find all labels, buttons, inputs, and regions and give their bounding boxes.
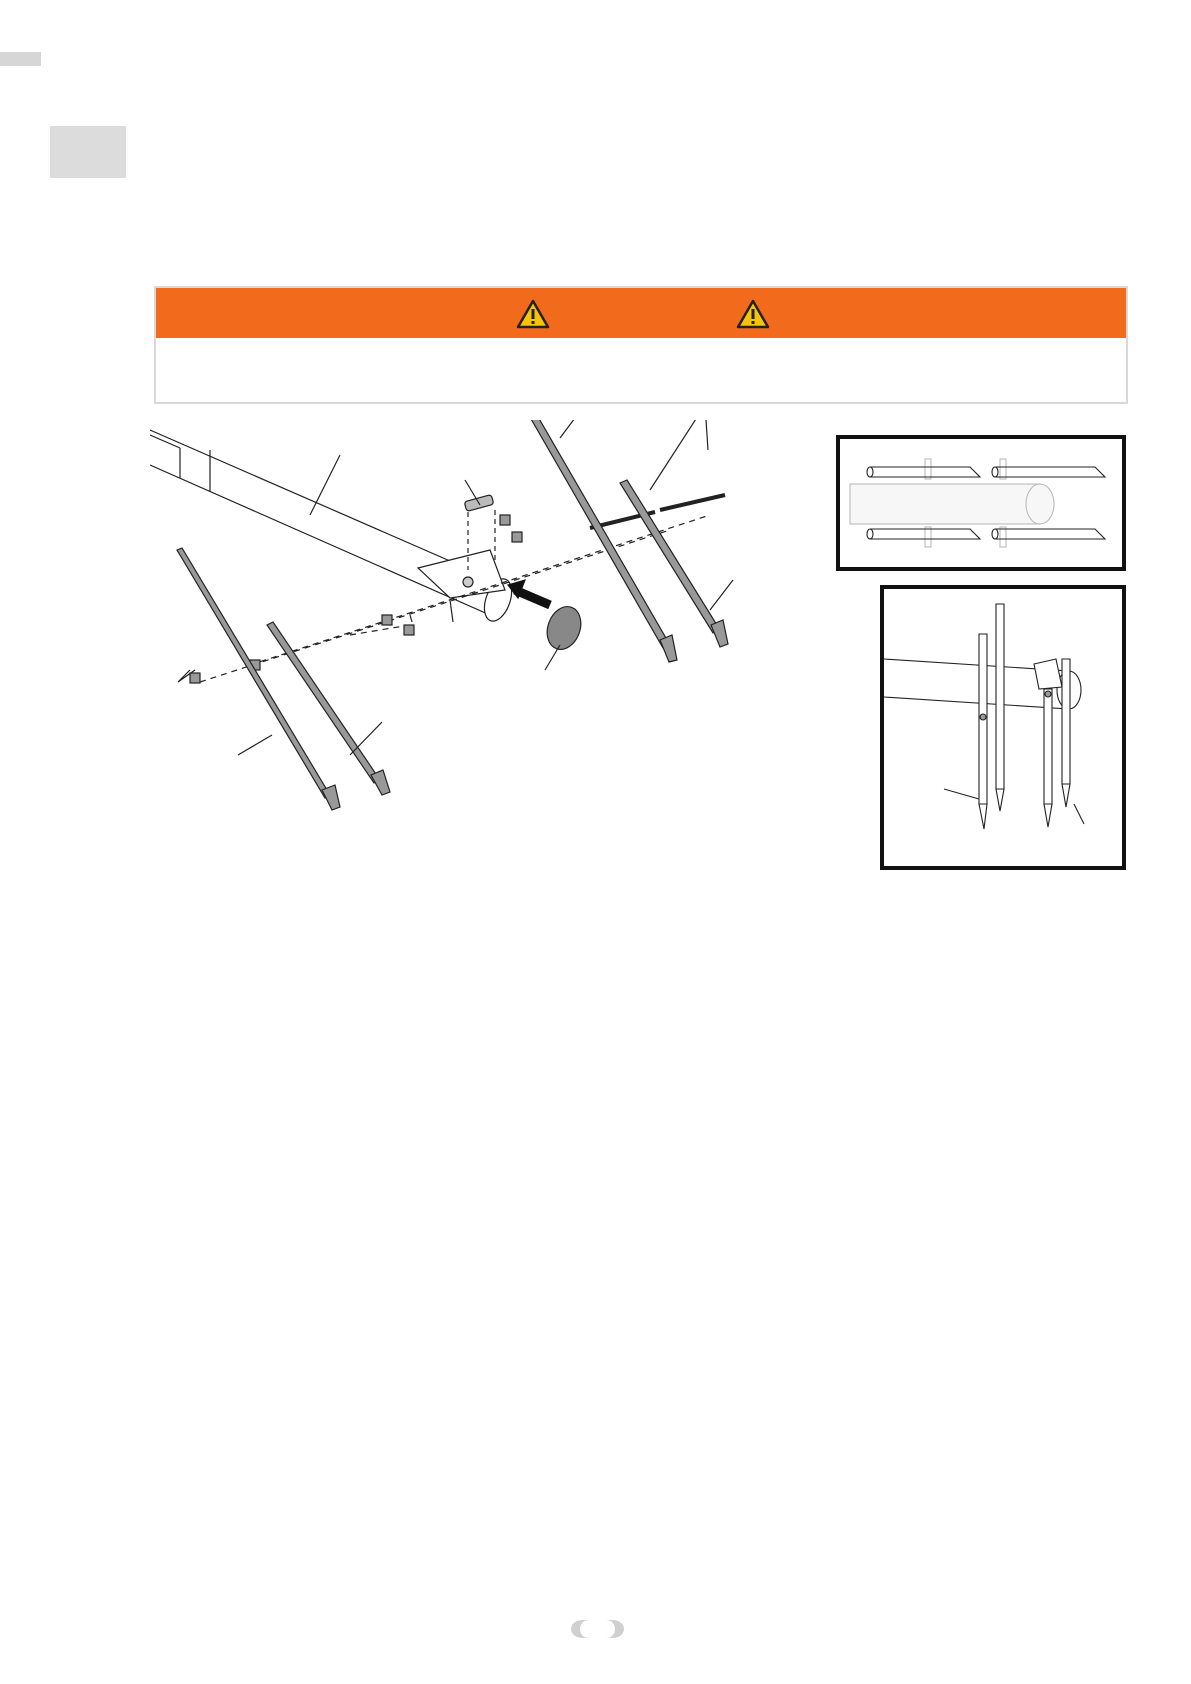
next-page-icon bbox=[606, 1620, 624, 1638]
assembly-illustration bbox=[150, 420, 840, 880]
warning-box bbox=[154, 286, 1128, 404]
inset-assembled-view bbox=[880, 585, 1126, 870]
warning-header bbox=[156, 288, 1126, 338]
page-edge-tab bbox=[0, 52, 41, 66]
warning-triangle-icon bbox=[516, 299, 550, 329]
page-top-rule bbox=[0, 0, 1191, 1]
inset-top-illustration bbox=[840, 439, 1122, 567]
inset-assembled-illustration bbox=[884, 589, 1122, 866]
prev-page-icon bbox=[571, 1620, 589, 1638]
inset-top-view bbox=[836, 435, 1126, 571]
section-tab bbox=[50, 126, 126, 178]
warning-triangle-icon bbox=[736, 299, 770, 329]
page-nav bbox=[555, 1616, 640, 1642]
